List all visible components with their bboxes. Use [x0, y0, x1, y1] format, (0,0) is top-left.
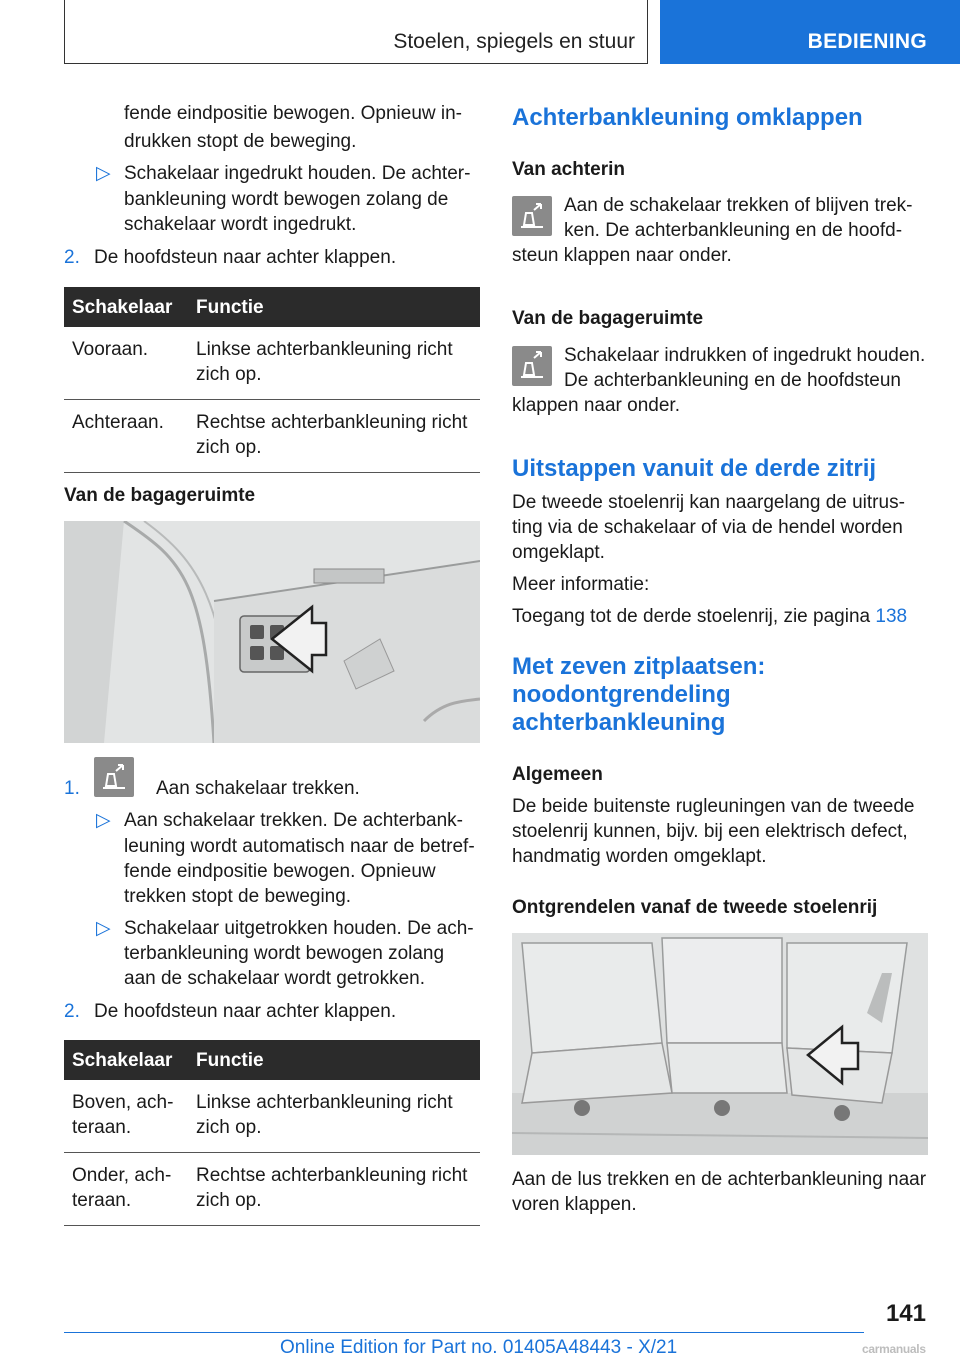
- sub-bullet-marker: ▷: [96, 163, 111, 184]
- sub-item-text-line: terbankleuning wordt bewogen zolang: [124, 943, 445, 964]
- step-text: De hoofdsteun naar achter klappen.: [94, 247, 397, 268]
- heading-achterbankleuning-omklappen: Achterbankleuning omklappen: [512, 104, 863, 131]
- table-row: [64, 1080, 480, 1153]
- subheading-van-bagageruimte: Van de bagageruimte: [512, 308, 704, 329]
- second-row-seat-figure: [512, 933, 928, 1155]
- heading-uitstappen: Uitstappen vanuit de derde zitrij: [512, 455, 877, 482]
- heading-zeven-zitplaatsen-line: Met zeven zitplaatsen:: [512, 653, 766, 680]
- table-cell: Achteraan.: [64, 400, 188, 473]
- heading-bagageruimte: Van de bagageruimte: [64, 485, 256, 506]
- sub-bullet-marker: ▷: [96, 918, 111, 939]
- sub-item-text-line: Aan schakelaar trekken. De achterbank-: [124, 810, 464, 831]
- table-row: [64, 1153, 480, 1226]
- paragraph-line: ken. De achterbankleuning en de hoofd-: [564, 220, 903, 241]
- table-cell: Rechtse achterbankleuning richt zich op.: [188, 400, 480, 473]
- sub-item-text-line: leuning wordt automatisch naar de betref-: [124, 836, 475, 857]
- paragraph-line: voren klappen.: [512, 1194, 637, 1215]
- paragraph-line: Meer informatie:: [512, 574, 650, 595]
- step-number: 2.: [64, 247, 80, 268]
- sub-item-text-line: fende eindpositie bewogen. Opnieuw: [124, 861, 436, 882]
- switch-function-table-1: [64, 287, 480, 473]
- header-section-label: BEDIENING: [807, 30, 927, 53]
- table-row: [64, 327, 480, 400]
- cross-reference-line: [512, 604, 907, 629]
- table-cell: Boven, ach- teraan.: [64, 1080, 188, 1153]
- sub-item-text-line: aan de schakelaar wordt getrokken.: [124, 968, 426, 989]
- table-cell: Rechtse achterbankleuning richt zich op.: [188, 1153, 480, 1226]
- seat-switch-icon: [512, 196, 552, 236]
- subheading-ontgrendelen: Ontgrendelen vanaf de tweede stoelenrij: [512, 897, 878, 918]
- step-text: De hoofdsteun naar achter klappen.: [94, 1001, 397, 1022]
- header-title: Stoelen, spiegels en stuur: [393, 30, 635, 53]
- step-number: 2.: [64, 1001, 80, 1022]
- table-header-schakelaar: Schakelaar: [64, 1040, 188, 1080]
- switch-function-table-2: [64, 1040, 480, 1226]
- paragraph-line: stoelenrij kunnen, bijv. bij een elektrisch defect,: [512, 821, 908, 842]
- paragraph-line: klappen naar onder.: [512, 395, 680, 416]
- page-number: 141: [885, 1300, 926, 1327]
- heading-zeven-zitplaatsen-line: noodontgrendeling: [512, 681, 731, 708]
- step-number: 1.: [64, 778, 80, 799]
- paragraph-line: handmatig worden omgeklapt.: [512, 846, 767, 867]
- header-section-tab: [660, 0, 960, 64]
- paragraph-line: Aan de lus trekken en de achterbankleuning naar: [512, 1169, 927, 1190]
- footer-edition: Online Edition for Part no. 01405A48443 - X/21: [280, 1337, 678, 1358]
- header-title-box: [64, 0, 648, 64]
- table-cell: Linkse achterbankleuning richt zich op.: [188, 1080, 480, 1153]
- sub-bullet-marker: ▷: [96, 810, 111, 831]
- subheading-van-achterin: Van achterin: [512, 159, 625, 180]
- paragraph-line: De tweede stoelenrij kan naargelang de uitrus-: [512, 492, 905, 513]
- table-cell: Linkse achterbankleuning richt zich op.: [188, 327, 480, 400]
- sub-item-text-line: schakelaar wordt ingedrukt.: [124, 214, 357, 235]
- table-cell: Onder, ach- teraan.: [64, 1153, 188, 1226]
- paragraph-line: Schakelaar indrukken of ingedrukt houden.: [564, 345, 926, 366]
- subheading-algemeen: Algemeen: [512, 764, 603, 785]
- paragraph-line: omgeklapt.: [512, 542, 605, 563]
- svg-text:carmanuals: carmanuals: [862, 1342, 926, 1356]
- cross-reference-text: Toegang tot de derde stoelenrij, zie pagina: [512, 606, 871, 627]
- seat-switch-icon: [94, 757, 134, 797]
- seat-switch-icon: [512, 346, 552, 386]
- step-text: Aan schakelaar trekken.: [156, 778, 360, 799]
- sub-item-text-line: trekken stopt de beweging.: [124, 886, 352, 907]
- footer-divider: [64, 1332, 864, 1333]
- sub-item-text-line: Schakelaar ingedrukt houden. De achter-: [124, 163, 471, 184]
- paragraph-line: De achterbankleuning en de hoofdsteun: [564, 370, 901, 391]
- paragraph-line: steun klappen naar onder.: [512, 245, 732, 266]
- watermark-logo: [862, 1336, 926, 1364]
- table-row: [64, 400, 480, 473]
- sub-item-text-line: Schakelaar uitgetrokken houden. De ach-: [124, 918, 474, 939]
- paragraph-line: De beide buitenste rugleuningen van de tweede: [512, 796, 915, 817]
- paragraph-line: Aan de schakelaar trekken of blijven trek-: [564, 195, 913, 216]
- continued-text-line: drukken stopt de beweging.: [124, 131, 357, 152]
- table-cell: Vooraan.: [64, 327, 188, 400]
- table-header-functie: Functie: [188, 1040, 480, 1080]
- cargo-area-switch-figure: [64, 521, 480, 743]
- continued-text-line: fende eindpositie bewogen. Opnieuw in-: [124, 103, 463, 124]
- sub-item-text-line: bankleuning wordt bewogen zolang de: [124, 189, 449, 210]
- page-reference-link[interactable]: 138: [875, 606, 908, 627]
- table-header-functie: Functie: [188, 287, 480, 327]
- paragraph-line: ting via de schakelaar of via de hendel worden: [512, 517, 903, 538]
- heading-zeven-zitplaatsen-line: achterbankleuning: [512, 709, 726, 736]
- table-header-schakelaar: Schakelaar: [64, 287, 188, 327]
